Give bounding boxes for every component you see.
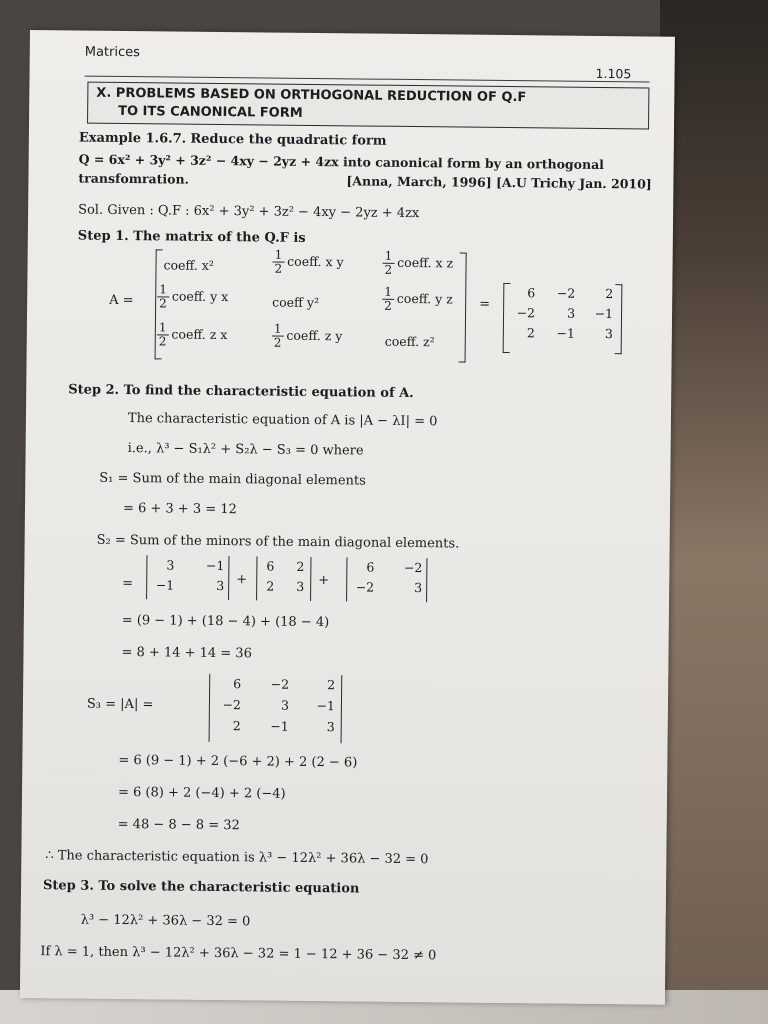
s2-definition: S₂ = Sum of the minors of the main diagonal elements. xyxy=(96,532,460,552)
plus-2: + xyxy=(318,573,330,589)
minor3-r2c1: −2 xyxy=(355,579,375,595)
background-right xyxy=(660,0,768,1024)
A-r3c3: 3 xyxy=(604,326,613,342)
A-r1c1: 6 xyxy=(527,285,536,301)
minor2-right-bar xyxy=(310,557,311,601)
minor3-right-bar xyxy=(426,558,427,602)
s3-det-left-bar xyxy=(209,674,211,742)
minor2-r2c1: 2 xyxy=(266,578,275,594)
s2-result: = 8 + 14 + 14 = 36 xyxy=(121,644,252,662)
chapter-header: Matrices xyxy=(84,44,141,61)
s1-value: = 6 + 3 + 3 = 12 xyxy=(122,501,237,518)
s3-r1c3: 2 xyxy=(327,677,336,693)
minor1-r2c1: −1 xyxy=(155,577,175,593)
s3-r3c2: −1 xyxy=(270,718,289,734)
example-statement-1: Reduce the quadratic form xyxy=(190,131,387,149)
A-r1c2: −2 xyxy=(556,285,576,301)
example-statement-2: Q = 6x² + 3y² + 3z² − 4xy − 2yz + 4zx into canonical form by an orthogonal xyxy=(78,151,605,173)
coeff-r3c2: $\frac{1}{2}$ coeff. z y xyxy=(273,321,343,350)
coeff-r3c1: $\frac{1}{2}$ coeff. z x xyxy=(158,320,228,349)
minor3-r2c2: 3 xyxy=(414,580,423,596)
coeff-matrix-right-bracket xyxy=(459,253,467,363)
A-r2c2: 3 xyxy=(567,305,576,321)
s3-r1c2: −2 xyxy=(270,676,290,692)
s2-expansion: = (9 − 1) + (18 − 4) + (18 − 4) xyxy=(121,612,330,631)
s3-label: S₃ = |A| = xyxy=(86,696,154,713)
section-title-line1: X. PROBLEMS BASED ON ORTHOGONAL REDUCTION OF Q.F xyxy=(96,85,527,106)
char-eq-general: i.e., λ³ − S₁λ² + S₂λ − S₃ = 0 where xyxy=(127,441,364,459)
page-number: 1.105 xyxy=(595,65,632,82)
s1-definition: S₁ = Sum of the main diagonal elements xyxy=(99,470,366,489)
coeff-r2c1: $\frac{1}{2}$ coeff. y x xyxy=(159,282,229,311)
coeff-r1c3: $\frac{1}{2}$ coeff. x z xyxy=(384,248,454,277)
minor1-r1c2: −1 xyxy=(205,557,225,574)
matrix-equals: = xyxy=(479,296,491,312)
minor2-r1c2: 2 xyxy=(296,558,305,574)
example-heading xyxy=(79,131,387,149)
solution-given: Sol. Given : Q.F : 6x² + 3y² + 3z² − 4xy − 2yz + 4zx xyxy=(78,202,420,222)
coeff-r2c3: $\frac{1}{2}$ coeff. y z xyxy=(384,284,453,313)
s2-equals: = xyxy=(122,575,134,592)
s3-det-right-bar xyxy=(341,675,343,743)
s3-r3c1: 2 xyxy=(232,718,241,734)
s3-r2c2: 3 xyxy=(280,697,290,713)
step-3-heading: Step 3. To solve the characteristic equation xyxy=(42,878,360,897)
step-3-equation: λ³ − 12λ² + 36λ − 32 = 0 xyxy=(80,912,251,930)
char-eq-result: ∴ The characteristic equation is λ³ − 12λ² + 36λ − 32 = 0 xyxy=(45,848,429,868)
minor2-r2c2: 3 xyxy=(296,578,305,594)
coeff-r1c1: coeff. x² xyxy=(163,257,214,273)
textbook-page xyxy=(20,30,675,1005)
minor1-r1c1: 3 xyxy=(166,557,175,573)
example-reference: [Anna, March, 1996] [A.U Trichy Jan. 2010] xyxy=(346,173,652,192)
char-eq-intro: The characteristic equation of A is |A − λI| = 0 xyxy=(127,411,438,430)
plus-1: + xyxy=(236,572,248,588)
coeff-r2c2: coeff y² xyxy=(272,294,320,311)
section-title-line2: TO ITS CANONICAL FORM xyxy=(118,103,303,121)
header-rule xyxy=(85,76,650,83)
coeff-r1c2: $\frac{1}{2}$ coeff. x y xyxy=(274,247,344,276)
s3-r3c3: 3 xyxy=(326,719,335,735)
A-r3c2: −1 xyxy=(556,325,575,341)
s3-r1c1: 6 xyxy=(233,676,242,692)
A-r2c3: −1 xyxy=(594,305,614,322)
matrix-A-right-bracket xyxy=(615,284,623,354)
example-label: Example 1.6.7. xyxy=(78,130,187,147)
A-r3c1: 2 xyxy=(526,325,535,341)
matrix-label: A = xyxy=(109,292,134,309)
s3-expansion: = 6 (9 − 1) + 2 (−6 + 2) + 2 (2 − 6) xyxy=(118,752,358,771)
A-r2c1: −2 xyxy=(516,305,536,321)
minor3-r1c2: −2 xyxy=(403,559,423,576)
s3-simplified: = 6 (8) + 2 (−4) + 2 (−4) xyxy=(117,784,286,802)
lambda-test-1: If λ = 1, then λ³ − 12λ² + 36λ − 32 = 1 − 12 + 36 − 32 ≠ 0 xyxy=(40,944,437,964)
minor1-right-bar xyxy=(228,556,229,600)
minor3-r1c1: 6 xyxy=(366,559,375,575)
step-2-heading: Step 2. To find the characteristic equation of A. xyxy=(68,382,414,402)
s3-r2c1: −2 xyxy=(222,697,242,713)
minor2-r1c1: 6 xyxy=(266,558,275,574)
coeff-r3c3: coeff. z² xyxy=(384,333,435,350)
step-1-heading: Step 1. The matrix of the Q.F is xyxy=(77,228,306,246)
minor1-r2c2: 3 xyxy=(216,577,225,594)
example-statement-3: transfomration. xyxy=(78,170,190,187)
s3-result: = 48 − 8 − 8 = 32 xyxy=(117,816,240,834)
section-title-box xyxy=(87,82,649,130)
A-r1c3: 2 xyxy=(605,286,614,302)
s3-r2c3: −1 xyxy=(316,698,336,714)
